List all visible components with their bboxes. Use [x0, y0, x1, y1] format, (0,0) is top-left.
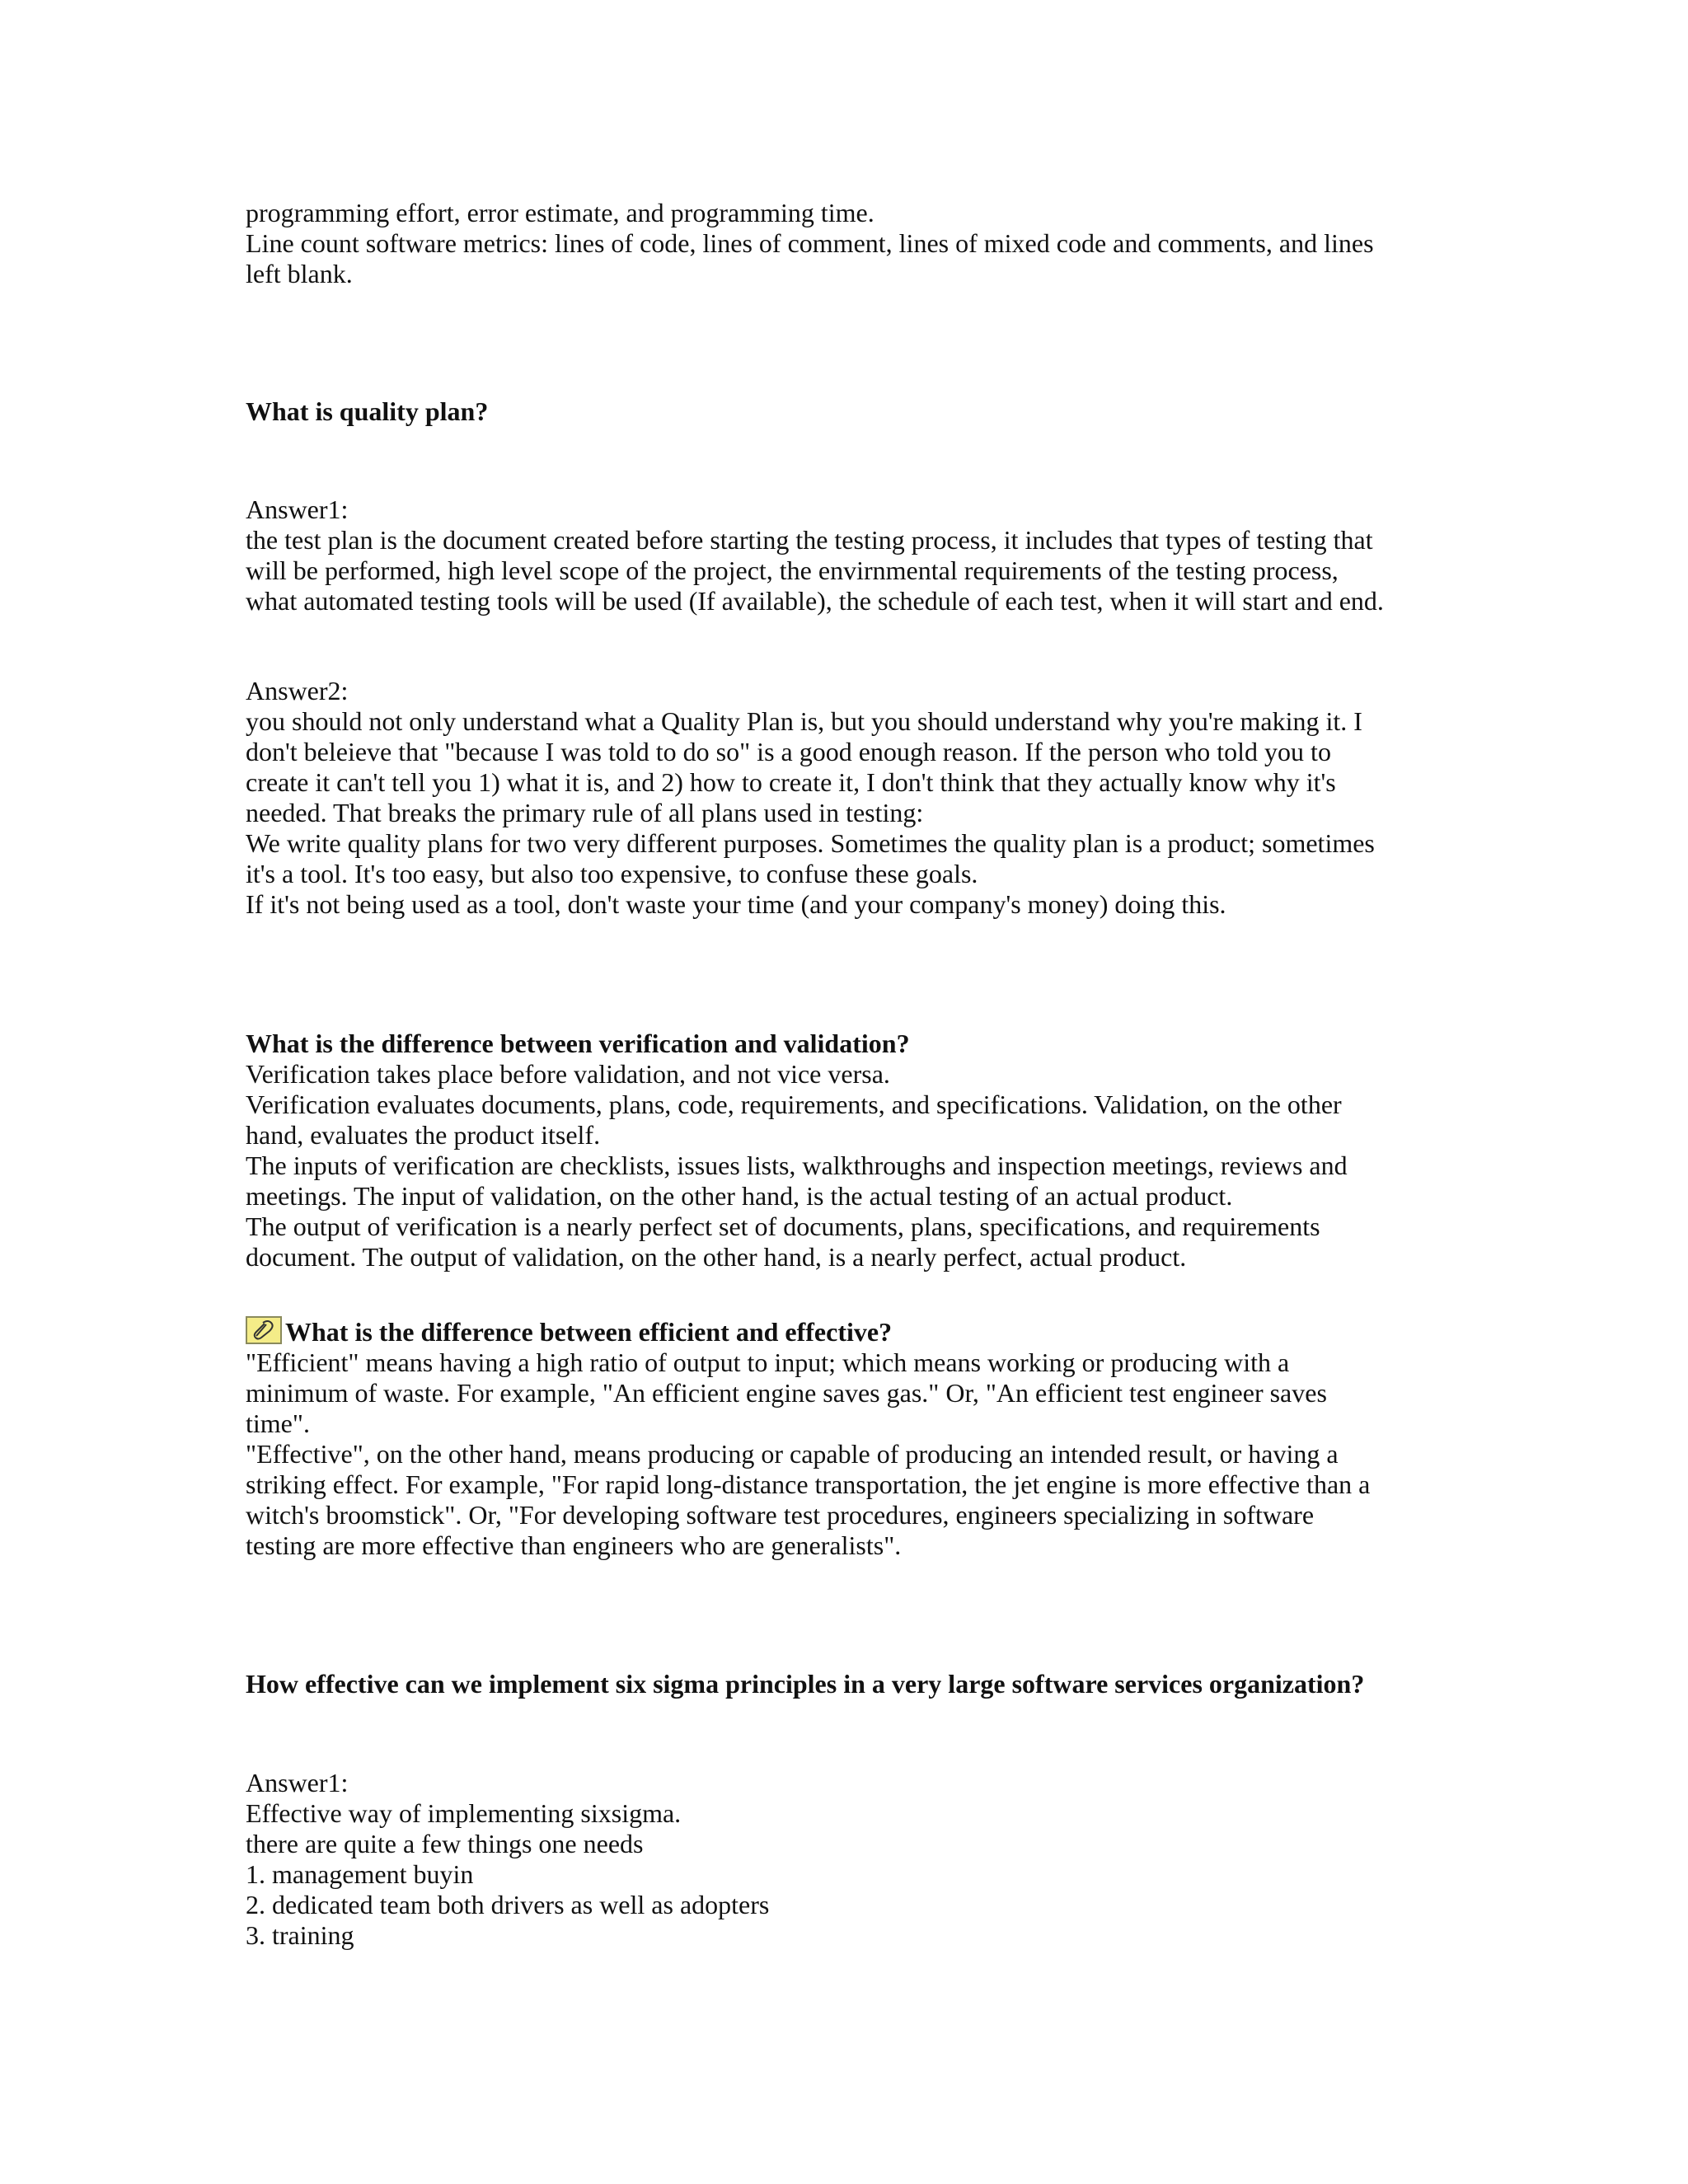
text-line: time". [246, 1408, 310, 1438]
text-line: witch's broomstick". Or, "For developing software test procedures, engineers specializing in software [246, 1500, 1315, 1530]
list-item: 2. dedicated team both drivers as well as adopters [246, 1890, 770, 1919]
question-efficient: What is the difference between efficient and effective? [285, 1317, 893, 1347]
question-six-sigma: How effective can we implement six sigma principles in a very large software services organization? [246, 1669, 1365, 1699]
text-line: striking effect. For example, "For rapid long-distance transportation, the jet engine is more effective than a [246, 1469, 1371, 1499]
question-efficient-heading [246, 1316, 1449, 1347]
list-item: 3. training [246, 1920, 354, 1950]
metrics-paragraph [246, 198, 1449, 289]
text-line: don't beleieve that "because I was told to do so" is a good enough reason. If the person who told you to [246, 737, 1331, 766]
text-line: the test plan is the document created before starting the testing process, it includes that types of testing that [246, 525, 1373, 555]
text-line: you should not only understand what a Quality Plan is, but you should understand why you're making it. I [246, 706, 1362, 736]
text-line: there are quite a few things one needs [246, 1829, 644, 1858]
text-line: Verification takes place before validation, and not vice versa. [246, 1059, 890, 1089]
question-verification: What is the difference between verification and validation? [246, 1029, 910, 1058]
text-line: needed. That breaks the primary rule of all plans used in testing: [246, 798, 924, 827]
text-line: Line count software metrics: lines of code, lines of comment, lines of mixed code and comments, and lines [246, 228, 1374, 258]
text-line: hand, evaluates the product itself. [246, 1120, 601, 1150]
text-line: testing are more effective than engineers who are generalists". [246, 1530, 902, 1560]
answer-label: Answer1: [246, 494, 349, 524]
text-line: what automated testing tools will be used (If available), the schedule of each test, when it will start and end. [246, 586, 1384, 616]
text-line: document. The output of validation, on the other hand, is a nearly perfect, actual product. [246, 1242, 1187, 1272]
text-line: it's a tool. It's too easy, but also too expensive, to confuse these goals. [246, 859, 978, 888]
text-line: "Effective", on the other hand, means producing or capable of producing an intended result, or having a [246, 1439, 1339, 1469]
answer1-quality-plan [246, 494, 1449, 616]
answer1-six-sigma [246, 1768, 1449, 1951]
answer2-quality-plan [246, 676, 1449, 920]
text-line: Effective way of implementing sixsigma. [246, 1798, 682, 1828]
verification-section [246, 1029, 1449, 1272]
text-line: meetings. The input of validation, on the other hand, is the actual testing of an actual product. [246, 1181, 1233, 1211]
list-item: 1. management buyin [246, 1859, 474, 1889]
question-quality-plan: What is quality plan? [246, 396, 489, 426]
text-line: left blank. [246, 259, 353, 288]
text-line: programming effort, error estimate, and programming time. [246, 198, 874, 227]
comment-note-icon[interactable] [246, 1316, 282, 1344]
text-line: "Efficient" means having a high ratio of output to input; which means working or producing with a [246, 1347, 1290, 1377]
text-line: create it can't tell you 1) what it is, and 2) how to create it, I don't think that they actually know why it's [246, 767, 1336, 797]
text-line: If it's not being used as a tool, don't waste your time (and your company's money) doing this. [246, 889, 1226, 919]
text-line: minimum of waste. For example, "An efficient engine saves gas." Or, "An efficient test engineer saves [246, 1378, 1327, 1408]
efficient-section [246, 1316, 1449, 1561]
text-line: Verification evaluates documents, plans, code, requirements, and specifications. Validation, on the other [246, 1090, 1342, 1119]
answer-label: Answer1: [246, 1768, 349, 1797]
text-line: We write quality plans for two very different purposes. Sometimes the quality plan is a product; sometimes [246, 828, 1375, 858]
text-line: The inputs of verification are checklists, issues lists, walkthroughs and inspection meetings, reviews and [246, 1151, 1348, 1180]
answer-label: Answer2: [246, 676, 349, 705]
text-line: will be performed, high level scope of the project, the envirnmental requirements of the testing process, [246, 555, 1339, 585]
text-line: The output of verification is a nearly perfect set of documents, plans, specifications, and requirements [246, 1212, 1320, 1241]
